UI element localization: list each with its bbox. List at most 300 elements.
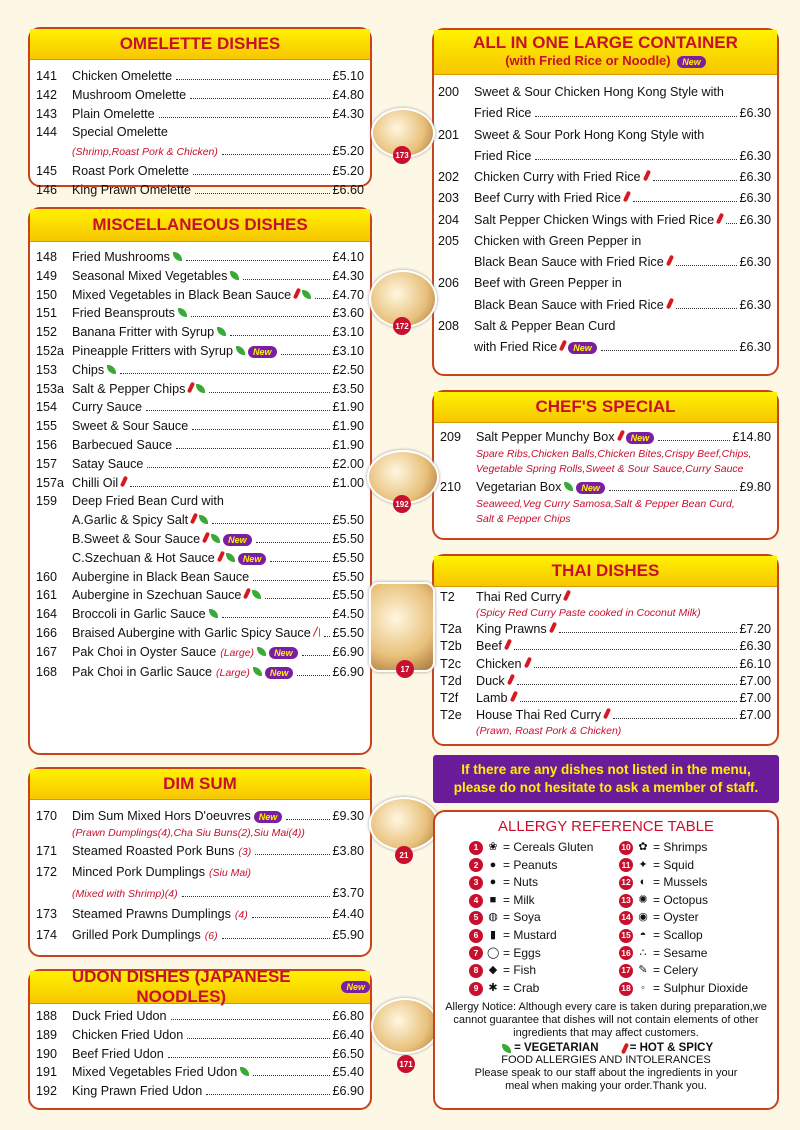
vegetarian-icon — [107, 365, 116, 374]
leader-dots — [192, 429, 330, 430]
menu-item — [36, 549, 364, 568]
item-name: Minced Pork Dumplings — [72, 865, 205, 879]
menu-item — [438, 147, 771, 165]
allergen-item — [469, 909, 619, 927]
item-name: Grilled Pork Dumplings — [72, 928, 201, 942]
allergen-number: 15 — [619, 929, 633, 943]
item-name: Steamed Prawns Dumplings — [72, 907, 231, 921]
menu-item — [36, 530, 364, 549]
item-number: 208 — [438, 319, 460, 334]
leader-dots — [159, 117, 331, 118]
item-price: £6.30 — [739, 106, 771, 121]
allinone-subtitle-wrap — [505, 52, 706, 70]
item-number: 201 — [438, 127, 460, 142]
allergy-title: ALLERGY REFERENCE TABLE — [498, 818, 714, 835]
item-name: Mixed Vegetables Fried Udon — [72, 1065, 238, 1080]
leader-dots — [286, 819, 330, 820]
thai-list — [434, 587, 777, 741]
item-price: £4.30 — [332, 268, 364, 283]
leader-dots — [255, 854, 330, 855]
item-number: 210 — [440, 480, 462, 494]
menu-item — [440, 427, 771, 447]
item-number: 174 — [36, 928, 58, 942]
item-name: Fried Beansprouts — [72, 306, 175, 321]
menu-item — [36, 181, 364, 200]
allinone-header — [434, 30, 777, 75]
leader-dots — [182, 896, 331, 897]
menu-item — [36, 841, 364, 862]
item-number: 145 — [36, 163, 58, 178]
item-number: 149 — [36, 268, 58, 283]
menu-item — [36, 86, 364, 105]
menu-item — [36, 67, 364, 86]
item-name: Salt Pepper Chicken Wings with Fried Rice — [474, 212, 715, 227]
item-name: Black Bean Sauce with Fried Rice — [474, 255, 664, 270]
allergen-number: 16 — [619, 946, 633, 960]
item-price: £6.60 — [332, 182, 364, 197]
leader-dots — [195, 193, 330, 194]
allergen-label: = Nuts — [503, 875, 539, 890]
allergen-number: 9 — [469, 982, 483, 996]
item-note: Vegetable Spring Rolls,Sweet & Sour Sauce,Curry Sauce — [476, 463, 744, 475]
allergen-item — [619, 857, 769, 875]
item-name: Thai Red Curry — [476, 590, 562, 604]
chef-title: CHEF'S SPECIAL — [535, 397, 676, 416]
allergen-item — [469, 839, 619, 857]
menu-item — [36, 624, 364, 643]
item-name: Lamb — [476, 691, 508, 706]
item-price: £6.30 — [739, 191, 771, 206]
allergen-label: = Oyster — [653, 910, 699, 925]
new-badge: New — [626, 432, 655, 444]
leader-dots — [559, 632, 738, 633]
item-price: £4.70 — [332, 287, 364, 302]
item-price: £7.00 — [739, 673, 771, 688]
item-number: 152a — [36, 343, 65, 358]
photo-tag-171: 171 — [397, 1055, 415, 1073]
leader-dots — [514, 649, 738, 650]
menu-item — [36, 361, 364, 380]
item-number: 200 — [438, 85, 460, 99]
allergen-number: 2 — [469, 858, 483, 872]
leader-dots — [302, 655, 331, 656]
item-number: 148 — [36, 250, 58, 264]
leader-dots — [535, 116, 737, 117]
leader-dots — [653, 180, 738, 181]
item-number: 188 — [36, 1009, 58, 1023]
leader-dots — [613, 718, 737, 719]
item-price: £5.40 — [332, 1065, 364, 1080]
menu-item — [36, 925, 364, 946]
item-name: Pak Choi in Oyster Sauce — [72, 644, 217, 659]
menu-item — [36, 474, 364, 493]
leader-dots — [193, 174, 331, 175]
allergen-item — [469, 962, 619, 980]
item-number: 170 — [36, 809, 58, 823]
leader-dots — [256, 542, 331, 543]
item-price: £5.20 — [332, 163, 364, 178]
chili-icon — [217, 550, 225, 562]
vegetarian-icon — [257, 647, 266, 656]
vegetarian-icon — [226, 553, 235, 562]
item-number: 171 — [36, 844, 58, 858]
item-note: Seaweed,Veg Curry Samosa,Salt & Pepper Bean Curd, — [476, 498, 735, 510]
item-price: £5.10 — [332, 69, 364, 83]
photo-tag-21: 21 — [395, 846, 413, 864]
item-price: £6.90 — [332, 1084, 364, 1099]
udon-section — [28, 969, 372, 1110]
item-name-line1: Sweet & Sour Pork Hong Kong Style with — [474, 127, 705, 142]
leader-dots — [658, 440, 730, 441]
vegetarian-icon — [211, 534, 220, 543]
allergy-table — [433, 810, 779, 1110]
item-price: £5.90 — [332, 928, 364, 942]
allergen-label: = Shrimps — [653, 840, 708, 854]
allergen-item — [619, 962, 769, 980]
chili-icon — [243, 588, 251, 600]
allergen-icon: ✦ — [638, 858, 648, 871]
item-number: 166 — [36, 625, 58, 640]
item-name: Beef Fried Udon — [72, 1046, 164, 1061]
leader-dots — [147, 467, 330, 468]
leader-dots — [324, 636, 330, 637]
udon-list — [30, 1004, 370, 1103]
item-price: £6.30 — [739, 340, 771, 355]
allergen-icon: ✺ — [638, 893, 648, 906]
misc-header — [30, 209, 370, 242]
vegetarian-icon — [230, 271, 239, 280]
item-name: Salt & Pepper Chips — [72, 381, 186, 396]
item-name: Chicken Fried Udon — [72, 1027, 184, 1042]
leader-dots — [120, 373, 330, 374]
menu-item — [36, 862, 364, 883]
chili-icon — [202, 532, 210, 544]
chili-icon — [312, 626, 317, 636]
allergen-label: = Mussels — [653, 875, 708, 890]
menu-item — [36, 267, 364, 286]
allinone-subtitle: (with Fried Rice or Noodle) — [505, 53, 671, 68]
allergen-label: = Mustard — [503, 927, 557, 942]
leader-dots — [168, 1057, 331, 1058]
allergen-number: 17 — [619, 964, 633, 978]
menu-item — [36, 248, 364, 267]
item-number: 151 — [36, 306, 58, 321]
item-price: £4.40 — [332, 907, 364, 921]
allergen-icon: ◍ — [488, 911, 498, 924]
item-number: 146 — [36, 182, 58, 197]
allergen-number: 6 — [469, 929, 483, 943]
item-name-line1: Beef with Green Pepper in — [474, 276, 622, 291]
leader-dots — [297, 675, 330, 676]
vegetarian-icon — [199, 515, 208, 524]
allergen-item — [619, 927, 769, 945]
leader-dots — [209, 392, 330, 393]
udon-title: UDON DISHES (JAPANESE NOODLES) — [71, 967, 291, 1006]
allergen-label: = Crab — [503, 980, 540, 995]
menu-item — [438, 211, 771, 229]
udon-header — [30, 967, 370, 1006]
menu-item — [438, 296, 771, 314]
thai-title: THAI DISHES — [551, 561, 660, 580]
menu-item — [438, 168, 771, 186]
item-note: (Prawn Dumplings(4),Cha Siu Buns(2),Siu Mai(4)) — [72, 827, 305, 839]
item-price: £1.90 — [332, 400, 364, 415]
chili-icon — [293, 287, 301, 299]
allergy-footer-title: FOOD ALLERGIES AND INTOLERANCES — [501, 1054, 711, 1067]
dish-photo-21 — [369, 797, 439, 851]
omelette-title: OMELETTE DISHES — [119, 34, 281, 53]
item-name: Roast Pork Omelette — [72, 163, 189, 178]
new-badge: New — [341, 981, 370, 993]
item-price: £6.30 — [739, 639, 771, 654]
allergen-icon: ◓ — [639, 928, 647, 941]
dimsum-title: DIM SUM — [163, 774, 237, 793]
allergen-icon: ✱ — [488, 981, 498, 994]
new-badge: New — [248, 346, 277, 358]
item-number: 141 — [36, 69, 58, 83]
item-number: 150 — [36, 287, 58, 302]
menu-item — [36, 586, 364, 605]
item-price: £1.00 — [332, 475, 364, 490]
chili-icon — [616, 430, 624, 442]
leader-dots — [243, 279, 330, 280]
item-name: Steamed Roasted Pork Buns — [72, 844, 235, 858]
allergen-icon: ◐ — [639, 876, 647, 889]
new-badge: New — [269, 647, 298, 659]
legend-veg-label: = VEGETARIAN — [514, 1042, 599, 1055]
item-name: Pak Choi in Garlic Sauce — [72, 664, 212, 679]
allergen-item — [619, 839, 769, 857]
item-size: (Large) — [220, 646, 255, 659]
thai-section — [432, 554, 779, 746]
staff-notice-banner — [433, 755, 779, 803]
allergen-icon: ▮ — [489, 928, 497, 941]
item-price: £4.80 — [332, 87, 364, 102]
item-number: 154 — [36, 400, 58, 415]
item-name: Special Omelette — [72, 125, 168, 140]
item-name: B.Sweet & Sour Sauce — [72, 531, 201, 546]
new-badge: New — [223, 534, 252, 546]
item-price: £5.50 — [332, 588, 364, 603]
allergen-item — [469, 945, 619, 963]
item-price: £4.10 — [332, 250, 364, 264]
item-name: Chips — [72, 362, 105, 377]
item-number: 209 — [440, 430, 462, 444]
item-name: Dim Sum Mixed Hors D'oeuvres — [72, 809, 251, 823]
item-price: £2.00 — [332, 456, 364, 471]
menu-item-line — [438, 126, 771, 144]
item-price: £4.30 — [332, 106, 364, 121]
item-name: Plain Omelette — [72, 106, 155, 121]
item-number: 189 — [36, 1027, 58, 1042]
dimsum-list — [30, 800, 370, 948]
new-badge: New — [576, 482, 605, 494]
menu-item — [440, 589, 771, 606]
menu-item-note-row — [36, 142, 364, 162]
new-badge: New — [265, 667, 294, 679]
item-price: £6.10 — [739, 656, 771, 671]
leader-dots — [601, 350, 738, 351]
leader-dots — [146, 410, 330, 411]
item-price: £4.50 — [332, 607, 364, 622]
chili-icon — [716, 212, 724, 224]
item-name: Vegetarian Box — [476, 480, 562, 494]
menu-item — [440, 477, 771, 497]
item-name: Deep Fried Bean Curd with — [72, 494, 224, 509]
allergen-item — [619, 980, 769, 998]
item-number: 161 — [36, 588, 58, 603]
allergen-icon: ✎ — [638, 964, 648, 977]
item-number: 192 — [36, 1084, 58, 1099]
item-name: Chicken Omelette — [72, 69, 173, 83]
item-number: 160 — [36, 569, 58, 584]
item-note: (Prawn, Roast Pork & Chicken) — [476, 725, 622, 738]
allergen-number: 5 — [469, 911, 483, 925]
vegetarian-icon — [173, 252, 182, 261]
item-price: £2.50 — [332, 362, 364, 377]
allergen-number: 10 — [619, 841, 633, 855]
menu-item — [36, 492, 364, 511]
leader-dots — [265, 598, 330, 599]
photo-tag-173: 173 — [393, 146, 411, 164]
vegetarian-icon — [178, 308, 187, 317]
allinone-section — [432, 28, 779, 376]
menu-item — [438, 189, 771, 207]
menu-item — [36, 436, 364, 455]
banner-line-2: please do not hesitate to ask a member of staff. — [453, 780, 759, 795]
photo-tag-172: 172 — [393, 317, 411, 335]
legend — [435, 1042, 777, 1054]
item-number: 159 — [36, 494, 58, 509]
allergen-item — [619, 874, 769, 892]
chili-icon — [620, 1042, 628, 1054]
item-price: £5.50 — [332, 550, 364, 565]
item-price: £6.40 — [332, 1027, 364, 1042]
item-size: (3) — [238, 846, 252, 858]
item-name: A.Garlic & Spicy Salt — [72, 513, 189, 528]
menu-item — [438, 253, 771, 271]
item-number: 205 — [438, 233, 460, 248]
vegetarian-icon — [217, 327, 226, 336]
chili-icon — [559, 340, 567, 352]
menu-item — [36, 1063, 364, 1082]
item-number: 144 — [36, 125, 58, 140]
leader-dots — [191, 316, 331, 317]
leader-dots — [520, 701, 738, 702]
item-number: 173 — [36, 907, 58, 921]
menu-item — [36, 286, 364, 305]
leader-dots — [609, 490, 738, 491]
menu-item — [36, 105, 364, 124]
leader-dots — [315, 298, 330, 299]
menu-item — [36, 605, 364, 624]
vegetarian-icon — [564, 482, 573, 491]
menu-item-line — [438, 232, 771, 250]
item-name: Fried Rice — [474, 106, 532, 121]
menu-item — [36, 455, 364, 474]
allergy-grid — [435, 839, 777, 997]
banner-line-1: If there are any dishes not listed in the menu, — [461, 762, 751, 777]
allergen-icon: ◉ — [638, 911, 648, 924]
item-name: Braised Aubergine with Garlic Spicy Sauce — [72, 625, 311, 640]
leader-dots — [176, 448, 330, 449]
item-price: £3.10 — [332, 325, 364, 340]
menu-item — [440, 638, 771, 655]
leader-dots — [633, 201, 738, 202]
item-name: Barbecued Sauce — [72, 437, 173, 452]
item-number: T2f — [440, 691, 459, 706]
item-size: (4) — [234, 909, 248, 921]
allergen-icon: ✿ — [638, 841, 648, 853]
item-name-line1: Salt & Pepper Bean Curd — [474, 319, 616, 334]
vegetarian-icon — [240, 1067, 249, 1076]
chef-list — [434, 423, 777, 529]
item-price: £6.80 — [332, 1009, 364, 1023]
item-note: Spare Ribs,Chicken Balls,Chicken Bites,Crispy Beef,Chips, — [476, 448, 752, 460]
dish-photo-17 — [369, 582, 435, 672]
menu-item — [36, 304, 364, 323]
chili-icon — [187, 381, 195, 393]
menu-item — [36, 1082, 364, 1101]
vegetarian-icon — [236, 346, 245, 355]
vegetarian-icon — [502, 1044, 511, 1053]
menu-item-line — [438, 317, 771, 335]
item-name: Chilli Oil — [72, 475, 119, 490]
chili-icon — [642, 170, 650, 182]
item-name: Duck — [476, 673, 505, 688]
chili-icon — [603, 708, 611, 720]
misc-list — [30, 242, 370, 684]
leader-dots — [281, 354, 331, 355]
item-number: 204 — [438, 212, 460, 227]
chef-section — [432, 390, 779, 540]
menu-item — [36, 568, 364, 587]
item-name: King Prawn Omelette — [72, 182, 191, 197]
item-name: Fried Rice — [474, 149, 532, 164]
item-number: 191 — [36, 1065, 58, 1080]
allergen-icon: ◆ — [488, 964, 498, 977]
item-name: Pineapple Fritters with Syrup — [72, 343, 233, 358]
chili-icon — [666, 298, 674, 310]
menu-item — [36, 417, 364, 436]
chili-icon — [549, 622, 557, 634]
item-number: 157a — [36, 475, 65, 490]
allergen-label: = Fish — [503, 963, 537, 978]
item-number: T2e — [440, 708, 462, 723]
leader-dots — [176, 79, 330, 80]
allergen-number: 18 — [619, 982, 633, 996]
vegetarian-icon — [196, 384, 205, 393]
item-price: £6.90 — [332, 664, 364, 679]
item-name: Banana Fritter with Syrup — [72, 325, 215, 340]
leader-dots — [676, 308, 738, 309]
item-name: House Thai Red Curry — [476, 708, 602, 723]
allergen-label: = Eggs — [503, 945, 541, 960]
item-price: £1.90 — [332, 437, 364, 452]
legend-veg — [499, 1042, 599, 1054]
leader-dots — [230, 335, 330, 336]
allergen-item — [619, 909, 769, 927]
allergen-label: = Peanuts — [503, 857, 558, 872]
item-price: £5.50 — [332, 569, 364, 584]
menu-item — [36, 323, 364, 342]
item-note: (Mixed with Shrimp)(4) — [72, 888, 178, 900]
misc-section — [28, 207, 372, 755]
chili-icon — [623, 191, 631, 203]
new-badge: New — [568, 342, 597, 354]
item-price: £3.10 — [332, 343, 364, 358]
menu-item — [36, 162, 364, 181]
